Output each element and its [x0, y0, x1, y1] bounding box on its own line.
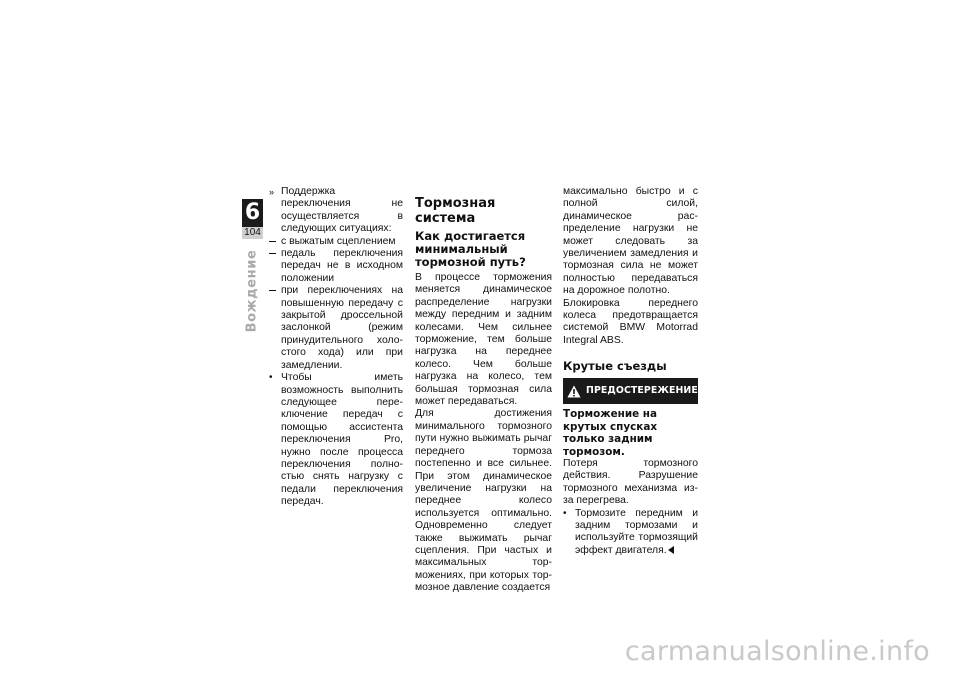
section-title: Тормозная система — [415, 196, 496, 226]
chapter-number: 6 — [242, 199, 263, 227]
list-item-text: педаль переключения передач не в исходном положении — [281, 248, 403, 284]
list-item-text: при переключениях на повышенную передачу с закрытой дроссельной заслонкой (режим принудительного холостого хода) или при замедлении. — [281, 285, 403, 371]
list-item — [269, 372, 403, 508]
list-item-text: с выжатым сцеплением — [281, 235, 396, 247]
section-subtitle: Как достигается минимальный тормозной путь? — [415, 229, 526, 269]
list-item-text: Поддержка переключения не осуществляется в следующих ситуациях: — [281, 186, 403, 235]
dash-marker-icon — [269, 236, 280, 242]
dash-marker-icon — [269, 285, 280, 291]
section-label — [232, 240, 272, 342]
paragraph: Блокировка переднего колеса предотвращается системой BMW Motorrad Integral ABS. — [563, 297, 698, 346]
column-2 — [415, 196, 552, 595]
end-of-section-icon — [668, 546, 674, 554]
column-3 — [563, 186, 698, 557]
warning-triangle-icon — [567, 385, 581, 398]
subsection-heading: Крутые съезды — [563, 359, 667, 374]
dash-marker-icon — [269, 248, 280, 254]
warning-label: ПРЕДОСТЕРЕЖЕНИЕ — [586, 385, 698, 397]
list-item — [269, 285, 403, 372]
list-item — [269, 248, 403, 285]
bullet-marker-icon: • — [269, 372, 273, 384]
warning-title: Торможение на крутых спусках только задним тормозом. — [563, 408, 658, 458]
list-item — [269, 236, 403, 248]
page-number: 104 — [242, 227, 263, 239]
list-item — [269, 186, 403, 236]
list-item-text: Чтобы иметь возможность выполнить следующее переключение передач с помощью ассистента переключения Pro, нужно после процесса переключения полностью снять нагрузку с педали переключения передач. — [281, 372, 403, 508]
arrow-marker-icon: » — [269, 187, 275, 197]
list-item — [563, 508, 698, 558]
paragraph: максимально быстро и с полной силой, динамическое распределение нагрузки не может следовать за увеличением замедления и тормозная сила не может полностью передаваться на дорожное полотно. — [563, 186, 698, 297]
column-1 — [269, 186, 403, 509]
chapter-tab — [242, 199, 263, 239]
section-label-text: Вождение — [244, 249, 260, 333]
paragraph: В процессе торможения меняется динамическое распределение нагрузки между передним и задним колесами. Чем сильнее торможение, тем больше нагрузка на переднее колесо. Чем больше нагрузка на колесо, тем большая тормозная сила может передаваться. — [415, 272, 552, 408]
warning-text: Потеря тормозного действия. Разрушение тормозного механизма из-за перегрева. — [563, 457, 698, 507]
paragraph: Для достижения минимального тормозного пути нужно выжимать рычаг переднего тормоза постепенно и все сильнее. При этом динамическое увеличение нагрузки на переднее колесо используется оптимально. Одновременно следует также выжимать рычаг сцепления. При частых и максимальных торможениях, при которых тормозное давление создается — [415, 408, 552, 594]
warning-banner — [563, 378, 698, 404]
watermark: carmanualsonline.info — [624, 636, 930, 667]
list-item-text: Тормозите передним и задним тормозами и используйте тормозящий эффект двигателя. — [575, 507, 698, 556]
bullet-marker-icon: • — [563, 507, 567, 519]
